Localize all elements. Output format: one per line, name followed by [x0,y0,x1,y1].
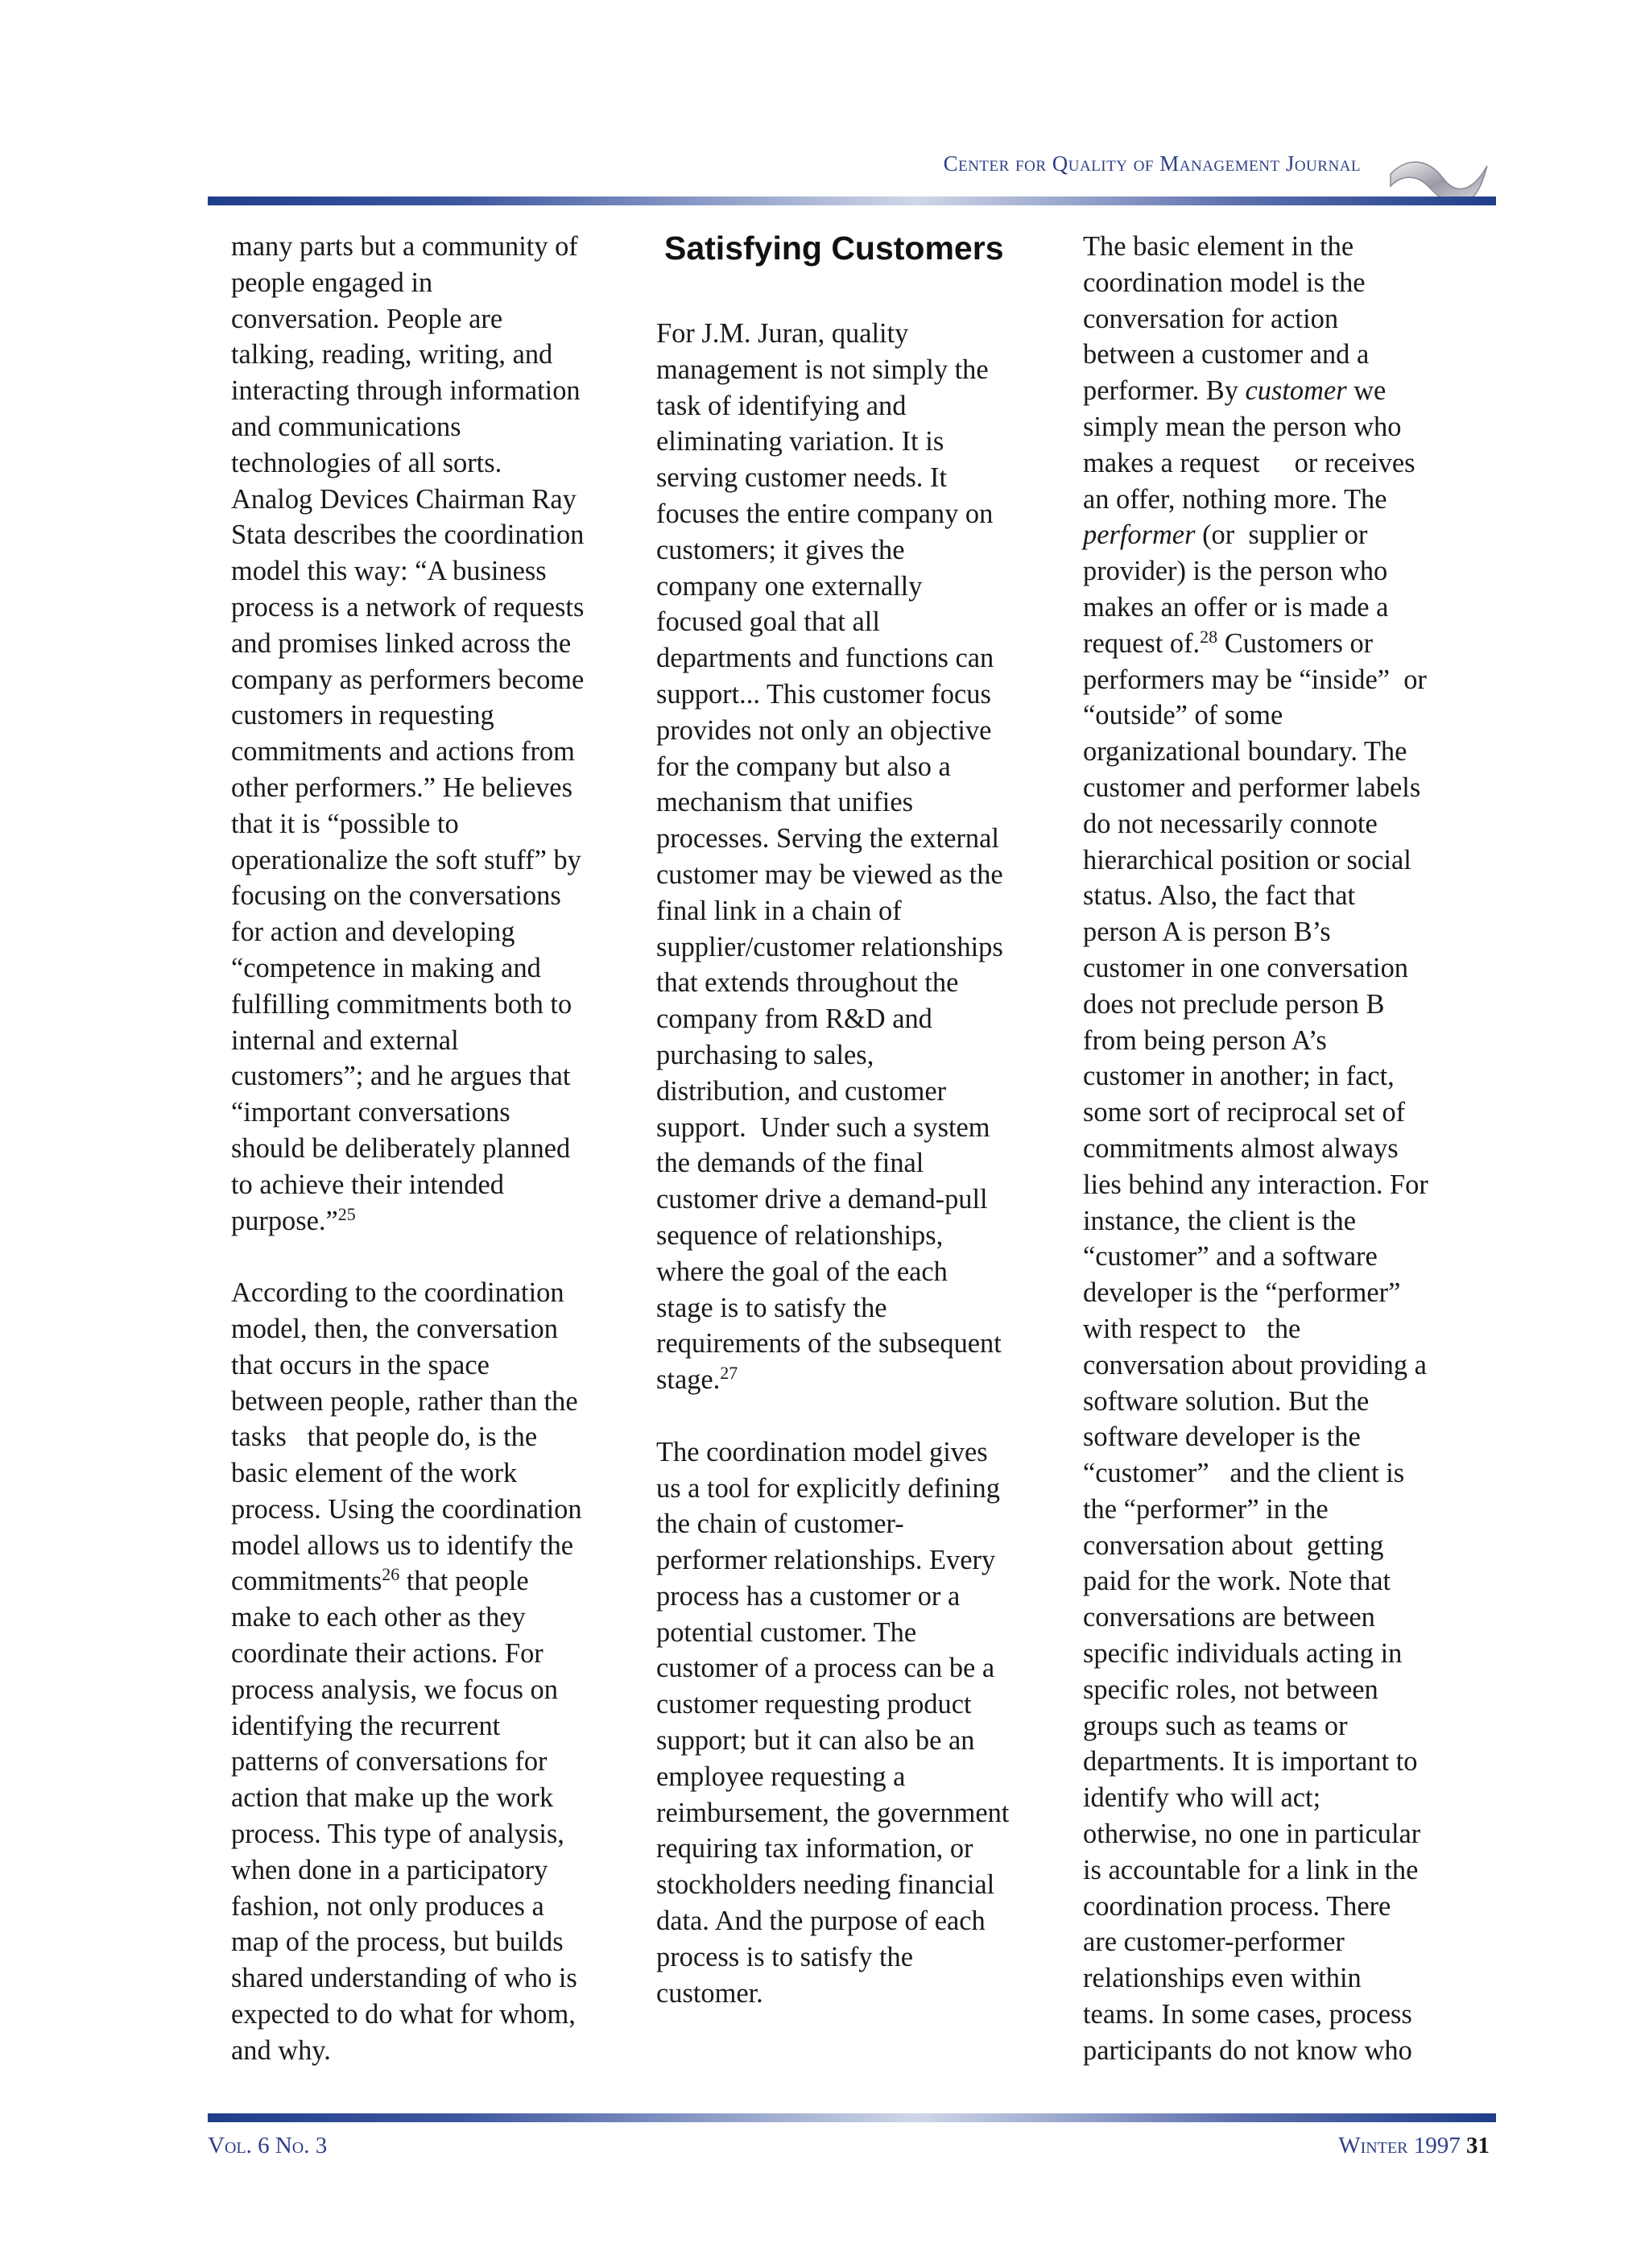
column3-line: specific individuals acting in [1083,1638,1403,1670]
column3-line: conversation about providing a [1083,1349,1427,1380]
column2-line: customers; it gives the [656,534,905,565]
column1-line: process analysis, we focus on [231,1674,558,1705]
column3-line: an offer, nothing more. The [1083,483,1387,515]
column3-line: “customer” and the client is [1083,1458,1405,1489]
column3-line: conversations are between [1083,1602,1375,1633]
page-number: 31 [1466,2133,1490,2158]
column3-line: groups such as teams or [1083,1710,1348,1741]
column3-line: between a customer and a [1083,339,1370,370]
stage-text: stage. [656,1364,721,1396]
column1-line: shared understanding of who is [231,1963,577,1994]
column-2 [656,229,1059,2011]
column1-line: model this way: “A business [231,556,547,587]
column2-line: departments and functions can [656,643,994,674]
column3-customer-line [1083,373,1502,409]
column2-line: provides not only an objective [656,714,992,746]
column3-line: customer in another; in fact, [1083,1061,1395,1092]
column1-commitments-line [231,1563,634,1600]
column2-line: process is to satisfy the [656,1941,914,1972]
column3-line: person A is person B’s [1083,917,1331,948]
column1-line: process. Using the coordination [231,1493,582,1525]
column3-line: instance, the client is the [1083,1205,1357,1236]
column1-line: customers in requesting [231,700,494,731]
column1-last-text: purpose.” [231,1205,338,1236]
column3-line: some sort of reciprocal set of [1083,1097,1406,1128]
issue-label [1338,2133,1490,2159]
column1-line: model allows us to identify the [231,1529,574,1561]
column3-line: commitments almost always [1083,1132,1399,1164]
column3-line: “outside” of some [1083,700,1283,731]
column3-line: are customer-performer [1083,1927,1345,1958]
column3-line: does not preclude person B [1083,988,1385,1020]
column3-lines-d [1083,662,1502,2069]
column2-line: final link in a chain of [656,895,902,926]
performer-term: performer [1083,519,1196,551]
column3-line: status. Also, the fact that [1083,880,1356,912]
column1-line: and promises linked across the [231,627,572,659]
column1-paragraph-1 [231,229,634,1203]
footnote-27: 27 [720,1363,738,1384]
column1-line: expected to do what for whom, [231,1999,576,2030]
column1-line: patterns of conversations for [231,1746,548,1778]
column1-line: internal and external [231,1024,459,1056]
column1-line: action that make up the work [231,1782,554,1814]
column2-line: us a tool for explicitly defining [656,1472,1000,1504]
column3-line: “customer” and a software [1083,1241,1378,1273]
column2-line: requirements of the subsequent [656,1328,1002,1360]
column2-line: management is not simply the [656,354,989,385]
column3-line: software developer is the [1083,1422,1361,1453]
performer-suffix: (or supplier or [1195,519,1368,551]
column2-line: supplier/customer relationships [656,931,1003,962]
column2-line: data. And the purpose of each [656,1906,986,1937]
column1-line: model, then, the conversation [231,1313,558,1344]
column3-line: do not necessarily connote [1083,808,1378,839]
column2-line: customer of a process can be a [656,1653,995,1684]
column2-line: reimbursement, the government [656,1797,1010,1828]
column2-line: potential customer. The [656,1616,917,1648]
column1-line: talking, reading, writing, and [231,339,553,370]
column2-paragraph-1 [656,316,1059,1362]
column2-line: purchasing to sales, [656,1039,874,1070]
column1-line: process is a network of requests [231,591,585,623]
column3-line: teams. In some cases, process [1083,1999,1412,2030]
column3-line: identify who will act; [1083,1782,1321,1814]
column1-line: people engaged in [231,267,433,298]
column1-line: identifying the recurrent [231,1710,501,1741]
column1-line: conversation. People are [231,303,503,334]
column3-line: lies behind any interaction. For [1083,1169,1428,1200]
customer-term: customer [1245,375,1347,407]
column-3 [1083,229,1502,2069]
column-1 [231,229,634,2069]
column3-lines-b [1083,409,1502,517]
section-heading: Satisfying Customers [664,230,1004,267]
column2-line: support. Under such a system [656,1111,990,1143]
footnote-26: 26 [382,1564,400,1585]
column3-line: specific roles, not between [1083,1674,1378,1705]
column2-line: serving customer needs. It [656,462,948,494]
column1-line: process. This type of analysis, [231,1819,564,1850]
column2-line: distribution, and customer [656,1075,947,1107]
footnote-25: 25 [337,1203,356,1224]
column2-line: the demands of the final [656,1148,924,1179]
column2-line: the chain of customer- [656,1509,904,1540]
column2-line: stage is to satisfy the [656,1292,887,1323]
column2-line: customer may be viewed as the [656,859,1003,890]
column3-line: the “performer” in the [1083,1493,1329,1525]
column3-line: conversation for action [1083,303,1339,334]
column3-line: coordination process. There [1083,1890,1391,1922]
column2-line: focused goal that all [656,606,880,638]
footer-rule [208,2113,1496,2122]
column2-line: company one externally [656,570,923,602]
column2-line: employee requesting a [656,1761,906,1792]
header-rule [208,197,1496,205]
column2-line: mechanism that unifies [656,787,913,818]
season-label: Winter 1997 [1338,2133,1466,2158]
column3-line: from being person A’s [1083,1024,1327,1056]
column2-line: that extends throughout the [656,967,959,999]
column2-line: task of identifying and [656,390,907,421]
column3-line: developer is the “performer” [1083,1277,1401,1309]
by-suffix: we [1346,375,1387,407]
column2-line: for the company but also a [656,751,951,782]
column1-line: that it is “possible to [231,808,459,839]
column3-request-line [1083,626,1502,662]
column2-line: sequence of relationships, [656,1219,944,1251]
column2-line: company from R&D and [656,1004,932,1035]
column2-line: where the goal of the each [656,1256,948,1287]
column3-line: otherwise, no one in particular [1083,1819,1421,1850]
column3-line: paid for the work. Note that [1083,1566,1391,1597]
column1-line: make to each other as they [231,1602,526,1633]
column3-line: coordination model is the [1083,267,1366,298]
column1-line: to achieve their intended [231,1169,504,1200]
column1-line: technologies of all sorts. [231,447,502,478]
request-prefix: request of. [1083,627,1201,659]
column1-line: commitments and actions from [231,736,575,768]
column1-line: fashion, not only produces a [231,1890,544,1922]
column2-line: customer requesting product [656,1689,972,1720]
volume-label: Vol. 6 No. 3 [208,2133,328,2158]
column1-paragraph-2b [231,1600,634,2068]
column1-line: for action and developing [231,917,515,948]
column2-line: processes. Serving the external [656,823,999,855]
column1-line: many parts but a community of [231,231,578,262]
column1-line: should be deliberately planned [231,1132,571,1164]
commitments-text: commitments [231,1566,382,1597]
column3-line: customer in one conversation [1083,952,1408,983]
request-suffix: Customers or [1217,627,1374,659]
commitments-tail: that people [399,1566,529,1597]
column2-line: For J.M. Juran, quality [656,318,909,349]
column3-line: simply mean the person who [1083,411,1402,442]
column3-line: makes an offer or is made a [1083,591,1389,623]
column1-paragraph-2a [231,1275,634,1563]
by-prefix: performer. By [1083,375,1246,407]
column3-line: is accountable for a link in the [1083,1854,1419,1885]
column2-line: support; but it can also be an [656,1725,975,1757]
column1-line: According to the coordination [231,1277,564,1309]
column2-line: The coordination model gives [656,1436,988,1467]
column1-line: operationalize the soft stuff” by [231,844,581,875]
column3-line: The basic element in the [1083,231,1354,262]
column2-line: stockholders needing financial [656,1869,995,1901]
column3-line: relationships even within [1083,1963,1362,1994]
column3-line: provider) is the person who [1083,556,1388,587]
column1-line: fulfilling commitments both to [231,988,572,1020]
column1-line: focusing on the conversations [231,880,561,912]
column1-line: coordinate their actions. For [231,1638,543,1670]
column2-line: requiring tax information, or [656,1833,973,1864]
column1-line: between people, rather than the [231,1385,578,1417]
column2-line: customer drive a demand-pull [656,1184,988,1215]
column1-line: “competence in making and [231,952,541,983]
column3-performer-line [1083,517,1502,553]
column1-line: when done in a participatory [231,1854,548,1885]
column2-line: performer relationships. Every [656,1545,996,1576]
column1-line: and communications [231,411,461,442]
column1-line: map of the process, but builds [231,1927,564,1958]
column3-line: conversation about getting [1083,1529,1384,1561]
column3-lines-a [1083,229,1502,373]
column3-line: software solution. But the [1083,1385,1370,1417]
column1-line: customers”; and he argues that [231,1061,571,1092]
column2-line: customer. [656,1977,763,2009]
column3-line: hierarchical position or social [1083,844,1411,875]
column3-line: departments. It is important to [1083,1746,1418,1778]
column1-line: that occurs in the space [231,1349,490,1380]
column1-line: interacting through information [231,375,581,407]
column3-line: participants do not know who [1083,2034,1412,2066]
column3-lines-c [1083,553,1502,626]
column2-line: support... This customer focus [656,678,991,710]
column3-line: performers may be “inside” or [1083,664,1427,695]
column2-paragraph-1-last-line [656,1362,1059,1398]
column1-line: Analog Devices Chairman Ray [231,483,577,515]
column1-line: company as performers become [231,664,585,695]
column1-paragraph-1-last-line [231,1203,634,1240]
column1-line: Stata describes the coordination [231,519,585,551]
footnote-28: 28 [1200,626,1218,647]
column2-line: focuses the entire company on [656,498,994,529]
column3-line: with respect to the [1083,1313,1301,1344]
column1-line: tasks that people do, is the [231,1422,538,1453]
column3-line: organizational boundary. The [1083,736,1407,768]
column1-line: and why. [231,2034,331,2066]
column1-line: “important conversations [231,1097,510,1128]
column2-paragraph-2 [656,1434,1059,2012]
column3-line: customer and performer labels [1083,772,1421,803]
column1-line: other performers.” He believes [231,772,572,803]
column2-line: eliminating variation. It is [656,426,944,457]
column2-line: process has a customer or a [656,1580,961,1612]
journal-title: Center for Quality of Management Journal [943,151,1361,176]
column3-line: makes a request or receives [1083,447,1415,478]
column1-line: basic element of the work [231,1458,518,1489]
